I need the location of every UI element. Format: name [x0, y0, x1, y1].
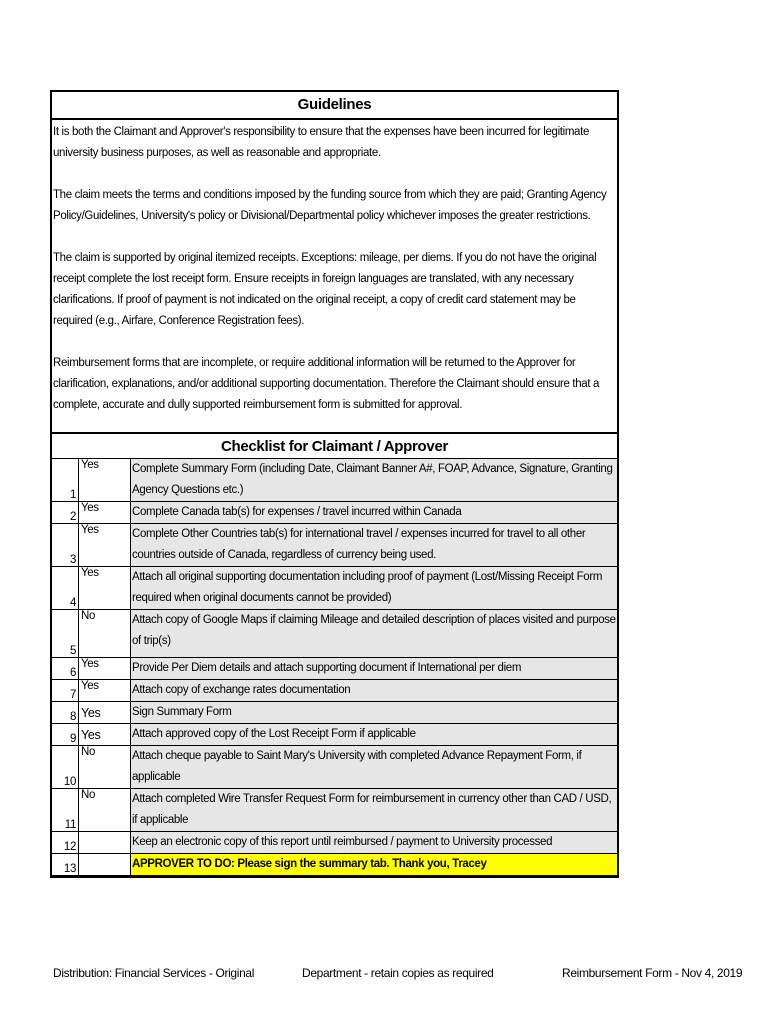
row-answer: Yes	[79, 702, 131, 724]
row-description: Sign Summary Form	[131, 702, 618, 724]
row-answer: No	[79, 746, 131, 789]
table-row	[52, 610, 617, 658]
row-number: 7	[52, 680, 79, 702]
row-description: Complete Summary Form (including Date, Claimant Banner A#, FOAP, Advance, Signature, Granting Agency Questions etc.)	[131, 459, 618, 502]
row-number: 4	[52, 567, 79, 610]
row-description: Attach approved copy of the Lost Receipt Form if applicable	[131, 724, 618, 746]
table-row	[52, 702, 617, 724]
row-answer: No	[79, 789, 131, 832]
guidelines-section	[50, 90, 619, 433]
guidelines-paragraph: The claim is supported by original itemized receipts. Exceptions: mileage, per diems. If you do not have the original receipt complete the lost receipt form. Ensure receipts in foreign languages are translated, with any necessary clarifications. If proof of payment is not indicated on the original receipt, a copy of credit card statement may be required (e.g., Airfare, Conference Registration fees).	[53, 252, 597, 327]
row-number: 1	[52, 459, 79, 502]
row-answer: Yes	[79, 724, 131, 746]
table-row	[52, 854, 617, 876]
approver-note: APPROVER TO DO: Please sign the summary tab. Thank you, Tracey	[131, 854, 618, 876]
guidelines-paragraph: Reimbursement forms that are incomplete, or require additional information will be returned to the Approver for clarification, explanations, and/or additional supporting documentation. Therefore the Claimant should ensure that a complete, accurate and dully supported reimbursement form is submitted for approval.	[53, 357, 600, 411]
table-row	[52, 567, 617, 610]
checklist-section	[50, 433, 619, 878]
table-row	[52, 524, 617, 567]
row-description: Keep an electronic copy of this report until reimbursed / payment to University processed	[131, 832, 618, 854]
checklist-table	[52, 459, 617, 876]
row-number: 13	[52, 854, 79, 876]
table-row	[52, 502, 617, 524]
row-answer: No	[79, 610, 131, 658]
footer-form-version: Reimbursement Form - Nov 4, 2019	[562, 966, 743, 980]
row-description: Attach all original supporting documentation including proof of payment (Lost/Missing Receipt Form required when original documents cannot be provided)	[131, 567, 618, 610]
row-number: 9	[52, 724, 79, 746]
reimbursement-sheet	[50, 90, 619, 878]
row-description: Attach copy of Google Maps if claiming Mileage and detailed description of places visited and purpose of trip(s)	[131, 610, 618, 658]
row-answer: Yes	[79, 567, 131, 610]
row-description: Provide Per Diem details and attach supporting document if International per diem	[131, 658, 618, 680]
guidelines-paragraph: It is both the Claimant and Approver's responsibility to ensure that the expenses have been incurred for legitimate university business purposes, as well as reasonable and appropriate.	[53, 126, 589, 159]
row-number: 11	[52, 789, 79, 832]
row-answer: Yes	[79, 459, 131, 502]
row-number: 6	[52, 658, 79, 680]
table-row	[52, 658, 617, 680]
table-row	[52, 680, 617, 702]
table-row	[52, 724, 617, 746]
row-number: 12	[52, 832, 79, 854]
row-description: Complete Canada tab(s) for expenses / travel incurred within Canada	[131, 502, 618, 524]
row-number: 10	[52, 746, 79, 789]
row-answer: Yes	[79, 524, 131, 567]
row-answer: Yes	[79, 680, 131, 702]
row-number: 5	[52, 610, 79, 658]
guidelines-paragraph: The claim meets the terms and conditions imposed by the funding source from which they are paid; Granting Agency Policy/Guidelines, University's policy or Divisional/Departmental policy whichever imposes the greater restrictions.	[53, 189, 607, 222]
row-description: Complete Other Countries tab(s) for international travel / expenses incurred for travel to all other countries outside of Canada, regardless of currency being used.	[131, 524, 618, 567]
footer-department: Department - retain copies as required	[302, 966, 494, 980]
table-row	[52, 789, 617, 832]
row-answer	[79, 832, 131, 854]
guidelines-body	[52, 120, 617, 432]
row-description: Attach cheque payable to Saint Mary's University with completed Advance Repayment Form, if applicable	[131, 746, 618, 789]
row-number: 8	[52, 702, 79, 724]
guidelines-title: Guidelines	[52, 92, 617, 120]
row-description: Attach copy of exchange rates documentation	[131, 680, 618, 702]
row-answer: Yes	[79, 658, 131, 680]
table-row	[52, 746, 617, 789]
checklist-title: Checklist for Claimant / Approver	[52, 434, 617, 459]
footer-distribution: Distribution: Financial Services - Original	[53, 966, 255, 980]
row-answer	[79, 854, 131, 876]
row-description: Attach completed Wire Transfer Request Form for reimbursement in currency other than CAD / USD, if applicable	[131, 789, 618, 832]
row-answer: Yes	[79, 502, 131, 524]
table-row	[52, 832, 617, 854]
row-number: 3	[52, 524, 79, 567]
table-row	[52, 459, 617, 502]
row-number: 2	[52, 502, 79, 524]
